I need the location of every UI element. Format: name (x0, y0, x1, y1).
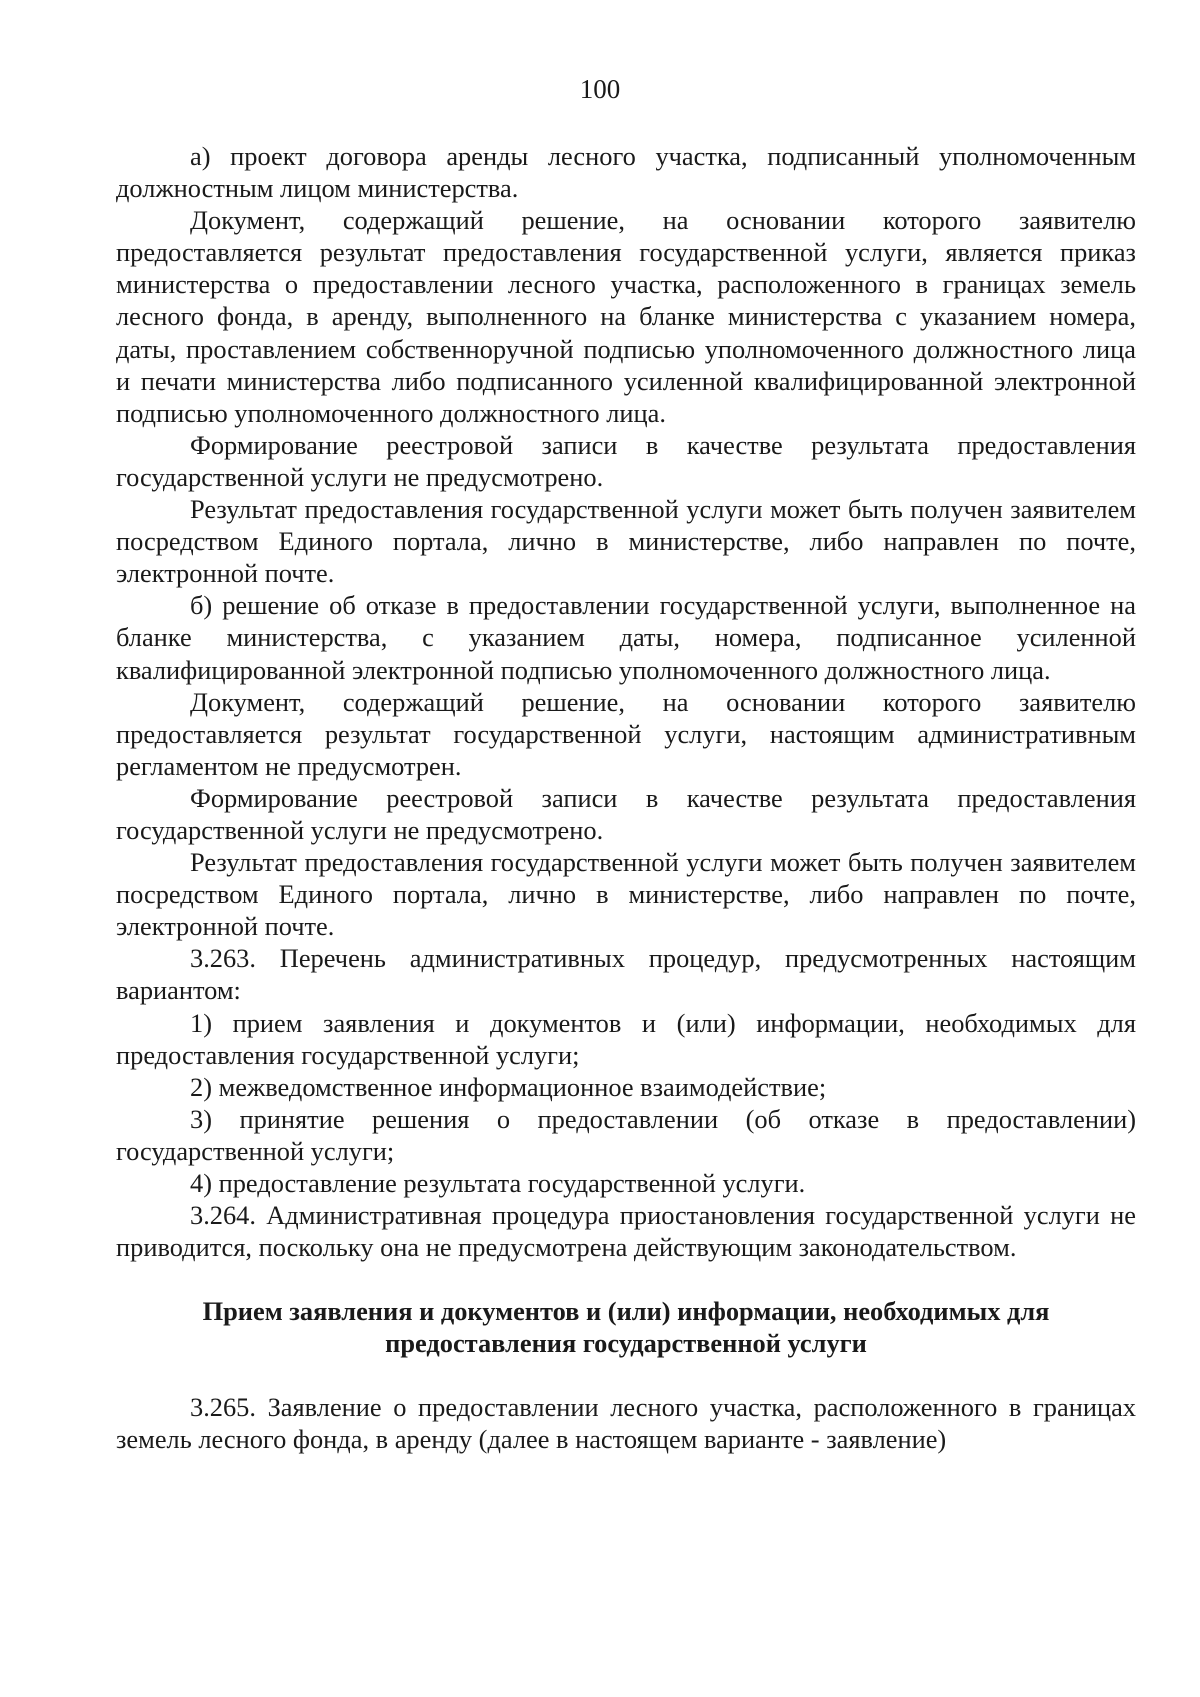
paragraph: 3) принятие решения о предоставлении (об отказе в предоставлении) государственной услуги; (116, 1103, 1136, 1166)
paragraph: Результат предоставления государственной услуги может быть получен заявителем посредством Единого портала, лично в министерстве, либо направлен по почте, электронной почте. (116, 494, 1136, 589)
paragraph: Формирование реестровой записи в качестве результата предоставления государственной услуги не предусмотрено. (116, 782, 1136, 845)
paragraph: Документ, содержащий решение, на основании которого заявителю предоставляется результат предоставления государственной услуги, является приказ министерства о предоставлении лесного участка, расположенного в границах земель лесного фонда, в аренду, выполненного на бланке министерства с указанием номера, даты, проставлением собственноручной подписью уполномоченного должностного лица и печати министерства либо подписанного усиленной квалифицированной электронной подписью уполномоченного должностного лица. (116, 205, 1136, 428)
paragraph: 4) предоставление результата государственной услуги. (190, 1168, 806, 1198)
paragraph: 3.264. Административная процедура приостановления государственной услуги не приводится, поскольку она не предусмотрена действующим законодательством. (116, 1200, 1136, 1263)
paragraph: 2) межведомственное информационное взаимодействие; (190, 1071, 827, 1102)
document-body (116, 140, 1136, 1455)
paragraph: а) проект договора аренды лесного участка, подписанный уполномоченным должностным лицом министерства. (116, 141, 1136, 204)
section-heading (116, 1295, 1136, 1359)
paragraph: б) решение об отказе в предоставлении государственной услуги, выполненное на бланке министерства, с указанием даты, номера, подписанное усиленной квалифицированной электронной подписью уполномоченного должностного лица. (116, 590, 1136, 685)
paragraph: Результат предоставления государственной услуги может быть получен заявителем посредством Единого портала, лично в министерстве, либо направлен по почте, электронной почте. (116, 847, 1136, 942)
paragraph: 1) прием заявления и документов и (или) информации, необходимых для предоставления государственной услуги; (116, 1007, 1136, 1070)
paragraph: Формирование реестровой записи в качестве результата предоставления государственной услуги не предусмотрено. (116, 429, 1136, 492)
section-heading-line: предоставления государственной услуги (385, 1328, 867, 1359)
page-number: 100 (579, 74, 621, 104)
section-heading-line: Прием заявления и документов и (или) информации, необходимых для (202, 1296, 1050, 1327)
paragraph: Документ, содержащий решение, на основании которого заявителю предоставляется результат государственной услуги, настоящим административным регламентом не предусмотрен. (116, 686, 1136, 781)
paragraph: 3.263. Перечень административных процедур, предусмотренных настоящим вариантом: (116, 943, 1136, 1006)
paragraph: 3.265. Заявление о предоставлении лесного участка, расположенного в границах земель лесного фонда, в аренду (далее в настоящем варианте - заявление) (116, 1392, 1136, 1455)
